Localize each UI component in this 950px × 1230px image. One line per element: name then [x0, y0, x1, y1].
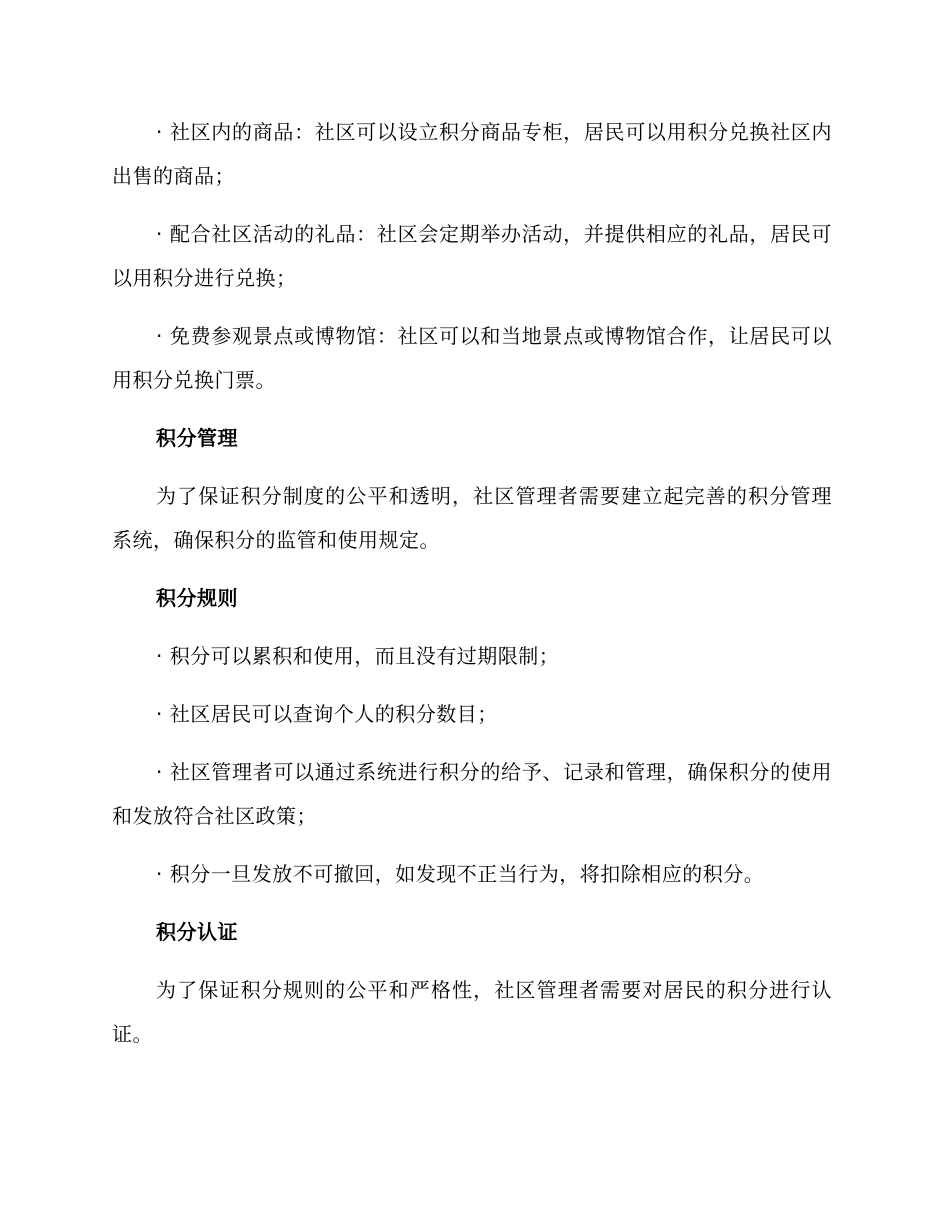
heading-points-management: 积分管理 — [156, 426, 238, 450]
bullet-no-revoke: · 积分一旦发放不可撤回，如发现不正当行为，将扣除相应的积分。 — [156, 862, 765, 886]
paragraph-certification: 为了保证积分规则的公平和严格性，社区管理者需要对居民的积分进行认证。 — [112, 978, 832, 1046]
bullet-query-points: · 社区居民可以查询个人的积分数目； — [156, 702, 498, 726]
document-page — [112, 110, 832, 1056]
bullet-manager-system: · 社区管理者可以通过系统进行积分的给予、记录和管理，确保积分的使用和发放符合社区政策； — [112, 760, 832, 828]
paragraph-management-system: 为了保证积分制度的公平和透明，社区管理者需要建立起完善的积分管理系统，确保积分的监管和使用规定。 — [112, 484, 832, 552]
bullet-no-expiry: · 积分可以累积和使用，而且没有过期限制； — [156, 644, 560, 668]
heading-points-certification: 积分认证 — [156, 920, 238, 944]
bullet-activity-gifts: · 配合社区活动的礼品：社区会定期举办活动，并提供相应的礼品，居民可以用积分进行兑换； — [112, 222, 832, 290]
bullet-free-attractions: · 免费参观景点或博物馆：社区可以和当地景点或博物馆合作，让居民可以用积分兑换门票。 — [112, 324, 832, 392]
heading-points-rules: 积分规则 — [156, 586, 238, 610]
bullet-community-goods: · 社区内的商品：社区可以设立积分商品专柜，居民可以用积分兑换社区内出售的商品； — [112, 120, 832, 188]
